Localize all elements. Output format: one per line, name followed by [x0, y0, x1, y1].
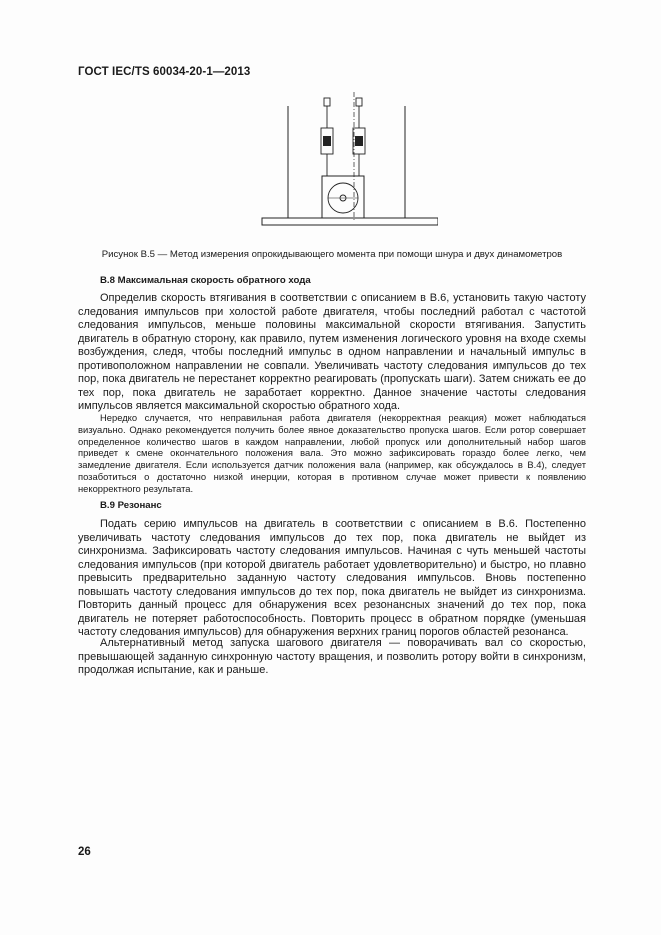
paragraph-b9-2: Альтернативный метод запуска шагового двигателя — поворачивать вал со скоростью, превышающей заданную синхронную частоту вращения, и позволить ротору войти в синхронизм, продолжая испытание, как и раньше. [78, 637, 586, 676]
note-b8: Нередко случается, что неправильная работа двигателя (некорректная реакция) может наблюдаться визуально. Однако рекомендуется получить более явное доказательство пропуска шагов. Если ротор совершает определенное количество шагов в каждом направлении, любой пропуск или дополнительный набор шагов приведет к смене окончательного положения вала. Это можно зафиксировать гораздо более легко, чем замедление двигателя. Если используется датчик положения вала (например, как обсуждалось в B.4), следует позаботиться о достаточно низкой инерции, которая в противном случае может привести к появлению некорректного результата. [78, 412, 586, 494]
paragraph-b9-1: Подать серию импульсов на двигатель в соответствии с описанием в B.6. Постепенно увеличивать частоту следования импульсов до тех пор, пока двигатель не выйдет из синхронизма. Зафиксировать частоту следования импульсов. Начиная с чуть меньшей частоты следования импульсов (при которой двигатель работает удовлетворительно) и быстро, но плавно превысить предварительно заданную частоту следования импульсов. Вновь постепенно повышать частоту следования импульсов до тех пор, пока двигатель не выйдет из синхронизма. Повторить данный процесс для обнаружения всех резонансных значений до тех пор, пока двигатель не потеряет работоспособность. Повторить процесс в обратном порядке (уменьшая частоту следования импульсов) для обнаружения верхних границ порогов областей резонанса. [78, 518, 586, 638]
right-hook-top [356, 98, 362, 106]
base-plate [262, 218, 438, 225]
document-header: ГОСТ IEC/TS 60034-20-1—2013 [78, 66, 251, 78]
figure-caption: Рисунок B.5 — Метод измерения опрокидывающего момента при помощи шнура и двух динамометров [101, 249, 563, 260]
figure-b5-diagram [258, 92, 438, 232]
paragraph-b8: Определив скорость втягивания в соответствии с описанием в B.6, установить такую частоту следования импульсов при холостой работе двигателя, чтобы последний работал с частотой следования импульсов, меньше половины максимальной скорости втягивания. Запустить двигатель в обратную сторону, как правило, путем изменения логического уровня на входе схемы возбуждения, следя, чтобы последний импульс в одном направлении и начальный импульс в противоположном направлении не совпали. Увеличивать частоту следования импульсов до тех пор, пока двигатель не перестанет корректно реагировать (пропускать шаги). Затем снижать ее до тех пор, пока двигатель не заработает корректно. Данное значение частоты следования импульсов является максимальной скоростью обратного хода. [78, 292, 586, 412]
section-title-b9: B.9 Резонанс [100, 500, 162, 511]
left-hook-top [324, 98, 330, 106]
section-title-b8: B.8 Максимальная скорость обратного хода [100, 275, 311, 286]
page-number: 26 [78, 846, 91, 858]
